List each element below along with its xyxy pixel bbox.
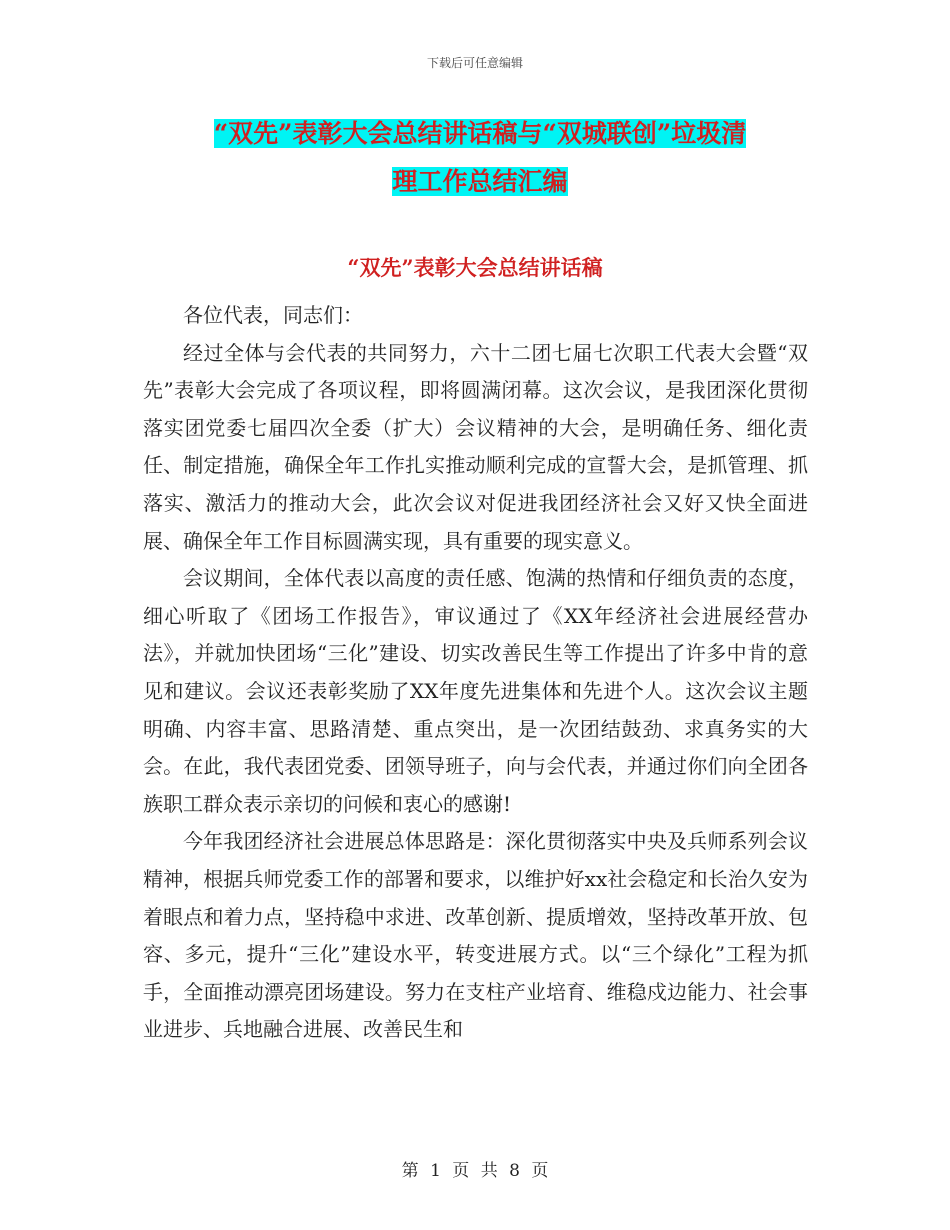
title-line-1: “双先”表彰大会总结讲话稿与“双城联创”垃圾清: [213, 119, 747, 148]
header-note: 下载后可任意编辑: [426, 56, 523, 70]
body-paragraph: 今年我团经济社会进展总体思路是：深化贯彻落实中央及兵师系列会议精神，根据兵师党委工作的部署和要求，以维护好xx社会稳定和长治久安为着眼点和着力点，坚持稳中求进、改革创新、提质增效，坚持改革开放、包容、多元，提升“三化”建设水平，转变进展方式。以“三个绿化”工程为抓手，全面推动漂亮团场建设。努力在支柱产业培育、维稳戍边能力、社会事业进步、兵地融合进展、改善民生和: [143, 829, 808, 1042]
page-footer: 第 1 页 共 8 页: [401, 1161, 549, 1181]
title-line-2: 理工作总结汇编: [392, 167, 568, 196]
body-text: [143, 297, 808, 1049]
document-title: [140, 110, 820, 206]
body-paragraph: 会议期间，全体代表以高度的责任感、饱满的热情和仔细负责的态度，细心听取了《团场工作报告》，审议通过了《XX年经济社会进展经营办法》，并就加快团场“三化”建设、切实改善民生等工作提出了许多中肯的意见和建议。会议还表彰奖励了XX年度先进集体和先进个人。这次会议主题明确、内容丰富、思路清楚、重点突出，是一次团结鼓劲、求真务实的大会。在此，我代表团党委、团领导班子，向与会代表，并通过你们向全团各族职工群众表示亲切的问候和衷心的感谢!: [143, 566, 808, 816]
salutation-paragraph: 各位代表，同志们：: [183, 303, 363, 327]
body-paragraph: 经过全体与会代表的共同努力，六十二团七届七次职工代表大会暨“双先”表彰大会完成了各项议程，即将圆满闭幕。这次会议，是我团深化贯彻落实团党委七届四次全委（扩大）会议精神的大会，是明确任务、细化责任、制定措施，确保全年工作扎实推动顺利完成的宣誓大会，是抓管理、抓落实、激活力的推动大会，此次会议对促进我团经济社会又好又快全面进展、确保全年工作目标圆满实现，具有重要的现实意义。: [143, 340, 808, 553]
section-title: “双先”表彰大会总结讲话稿: [347, 255, 603, 280]
